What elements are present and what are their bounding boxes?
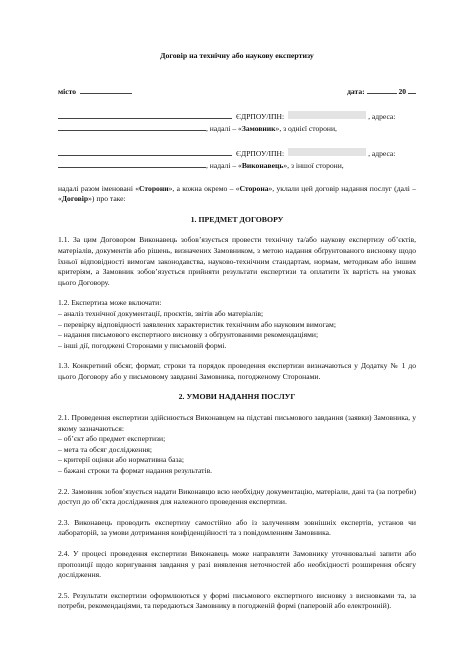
contractor-name-field[interactable] (58, 148, 232, 156)
customer-name-field[interactable] (58, 111, 232, 119)
contractor-address-label: , адреса: (368, 149, 396, 159)
list-item: – бажані строки та формат надання результатів. (58, 466, 213, 476)
place-label: місто (58, 86, 77, 96)
customer-edrpou-field[interactable] (288, 111, 366, 119)
year-field[interactable] (408, 86, 416, 94)
customer-address-label: , адреса: (368, 112, 396, 122)
list-item: – аналіз технічної документації, проєктів, звітів або матеріалів; (58, 308, 264, 318)
clause-2-2: 2.2. Замовник зобов’язується надати Виконавцю всю необхідну документацію, матеріали, дані та (за потреби) доступ до об’єкта дослідження для належного проведення експертизи. (58, 486, 416, 507)
customer-edrpou-label: ЄДРПОУ/ІПН: (236, 112, 285, 122)
clause-1-2 (58, 298, 416, 351)
customer-address-field[interactable] (58, 123, 206, 131)
customer-role: Замовник (241, 123, 276, 133)
list-item: – об’єкт або предмет експертизи; (58, 434, 166, 444)
intro-text-g: ») про таке: (88, 194, 126, 204)
customer-tail-post: », з однієї сторони, (275, 123, 337, 133)
clause-1-2-list (58, 309, 416, 351)
party-customer-line-1 (58, 111, 416, 123)
list-item: – критерії оцінки або нормативна база; (58, 455, 184, 465)
clause-1-1: 1.1. За цим Договором Виконавець зобов’язується провести технічну та/або наукову експертизу об’єктів, матеріалів, документів або рішень, визначених Замовником, з метою надання обґрунтованого висновку щодо їхньої відповідності вимогам законодавства, науково-технічним стандартам, нормам, методикам або іншим критеріям, а Замовник зобов’язується прийняти результати експертизи та оплатити їх вартість на умовах цього Договору. (58, 235, 416, 287)
clause-2-4: 2.4. У процесі проведення експертизи Виконавець може направляти Замовнику уточнювальні запити або пропозиції щодо коригування завдання у разі виявлення неточностей або необхідності розширення обсягу дослідження. (58, 549, 416, 580)
party-customer-line-2 (58, 123, 416, 135)
place-field[interactable] (80, 86, 132, 94)
list-item: – надання письмового експертного висновку з обґрунтованими рекомендаціями; (58, 330, 319, 340)
intro-term-party: Сторона (239, 183, 269, 193)
contractor-role: Виконавець (241, 160, 284, 170)
clause-2-5: 2.5. Результати експертизи оформлюються у формі письмового експертного висновку з висновками та, за потреби, рекомендаціями, та передаються Замовнику в погодженій формі (паперовій або електронній). (58, 590, 416, 611)
year-prefix: 20 (398, 86, 407, 96)
clause-2-1-list (58, 434, 416, 476)
clause-2-1-intro: 2.1. Проведення експертизи здійснюється Виконавцем на підставі письмового завдання (заявки) Замовника, у якому зазначаються: (58, 413, 416, 433)
intro-text-a: надалі разом іменовані « (58, 183, 140, 193)
intro-term-parties: Сторони (139, 183, 169, 193)
clause-1-2-intro: 1.2. Експертиза може включати: (58, 298, 162, 308)
intro-text-c: », а кожна окремо – « (168, 183, 240, 193)
party-contractor (58, 148, 416, 171)
intro-term-agreement: Договір (61, 194, 89, 204)
section-1-heading: 1. ПРЕДМЕТ ДОГОВОРУ (190, 214, 284, 224)
contractor-tail-post: », з іншої сторони, (283, 160, 344, 170)
clause-1-3: 1.3. Конкретний обсяг, формат, строки та порядок проведення експертизи визначаються у Додатку № 1 до цього Договору або у письмовому завданні Замовника, погодженому Сторонами. (58, 361, 416, 381)
contractor-edrpou-label: ЄДРПОУ/ІПН: (236, 149, 285, 159)
list-item: – перевірку відповідності заявлених характеристик технічним або науковим вимогам; (58, 319, 336, 329)
contractor-address-field[interactable] (58, 160, 206, 168)
party-contractor-line-2 (58, 160, 416, 172)
intro-paragraph (58, 184, 416, 205)
section-2-heading: 2. УМОВИ НАДАННЯ ПОСЛУГ (178, 392, 296, 402)
party-contractor-line-1 (58, 148, 416, 160)
clause-2-1 (58, 413, 416, 477)
date-label: дата: (347, 86, 365, 96)
intro-text-e: », уклали цей договір надання послуг (далі – « (58, 183, 416, 204)
place-date-row (58, 86, 416, 98)
date-block (347, 86, 416, 98)
contractor-tail-pre: , надалі – « (206, 160, 242, 170)
contractor-edrpou-field[interactable] (288, 148, 366, 156)
place-block (58, 86, 132, 98)
list-item: – мета та обсяг дослідження; (58, 444, 152, 454)
list-item: – інші дії, погоджені Сторонами у письмовій формі. (58, 340, 227, 350)
customer-tail-pre: , надалі – « (206, 123, 242, 133)
document-title: Договір на технічну або наукову експертизу (160, 51, 314, 60)
party-customer (58, 111, 416, 134)
clause-2-3: 2.3. Виконавець проводить експертизу самостійно або із залученням зовнішніх експертів, установ чи лабораторій, за умови дотримання конфіденційності та з повідомленням Замовника. (58, 517, 416, 538)
date-field[interactable] (367, 86, 397, 94)
